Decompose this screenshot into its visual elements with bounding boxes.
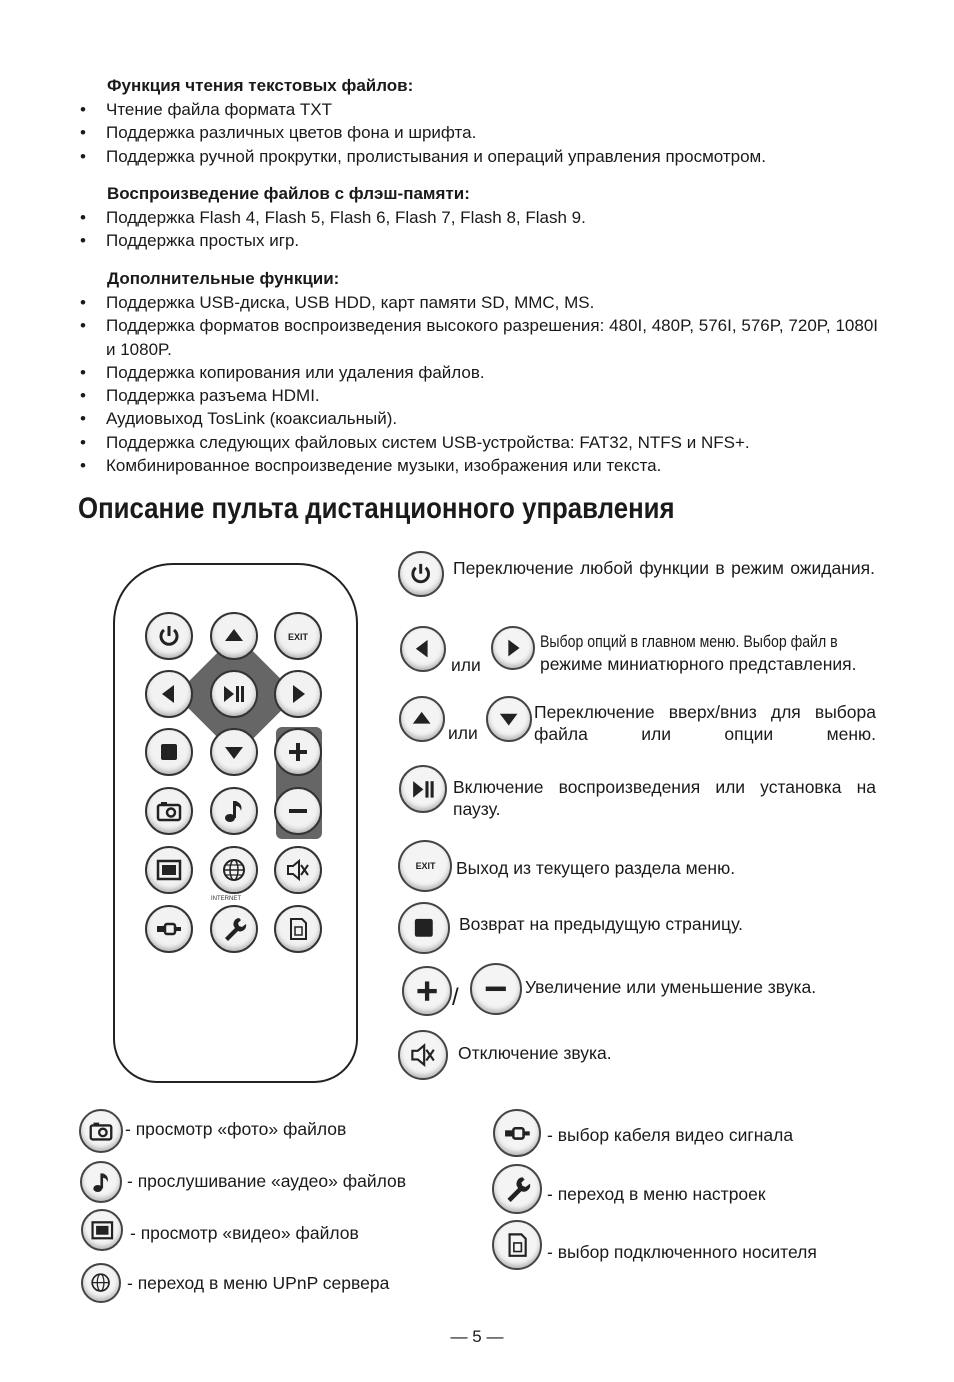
minus-icon [274,787,322,835]
leftright-line-1: Выбор опций в главном меню. Выбор файл в [540,632,838,651]
leftright-description [540,630,880,675]
list-item: • Поддержка следующих файловых систем USB-устройства: FAT32, NTFS и NFS+. [78,431,878,454]
flash-features-list [78,206,878,253]
exit-icon-label: EXIT [415,861,435,872]
globe-icon [210,846,258,894]
wrench-icon [492,1164,542,1214]
music-note-icon [210,787,258,835]
mute-icon [398,1030,448,1080]
down-arrow-icon [210,728,258,776]
stop-icon [398,902,450,954]
list-item: • Поддержка различных цветов фона и шрифта. [78,121,878,144]
legend-upnp-text: - переход в меню UPnP сервера [127,1273,390,1293]
leftright-line-2: режиме миниатюрного представления. [540,654,857,674]
list-item: • Поддержка разъема HDMI. [78,384,878,407]
exit-icon [398,840,452,892]
page-number: — 5 — [450,1327,504,1346]
list-item: • Поддержка Flash 4, Flash 5, Flash 6, Flash 7, Flash 8, Flash 9. [78,206,878,229]
list-item: • Поддержка простых игр. [78,229,878,252]
stop-icon [145,728,193,776]
section-heading-text: Функция чтения текстовых файлов: [107,76,414,95]
down-arrow-icon [486,696,532,742]
page-title: Описание пульта дистанционного управления [78,492,675,525]
exit-description: Выход из текущего раздела меню. [456,858,736,878]
stop-description: Возврат на предыдущую страницу. [459,914,743,934]
legend-photo-text: - просмотр «фото» файлов [125,1119,347,1139]
list-item: • Комбинированное воспроизведение музыки, изображения или текста. [78,454,878,477]
extra-features-list [78,291,878,477]
legend-settings-text: - переход в меню настроек [547,1184,766,1204]
film-icon [145,846,193,894]
film-icon [81,1209,123,1251]
slash-separator: / [452,984,459,1011]
list-item: • Аудиовыход TosLink (коаксиальный). [78,407,878,430]
right-arrow-icon [491,626,535,670]
up-arrow-icon [399,696,445,742]
legend-audio-text: - прослушивание «аудео» файлов [127,1171,407,1191]
camera-icon [145,787,193,835]
left-arrow-icon [145,670,193,718]
card-icon [274,905,322,953]
legend-video-text: - просмотр «видео» файлов [130,1223,359,1243]
mute-description: Отключение звука. [458,1043,612,1063]
power-icon [145,612,193,660]
list-item: • Чтение файла формата TXT [78,98,878,121]
exit-icon [274,612,322,660]
minus-icon [470,963,522,1015]
list-item: • Поддержка USB-диска, USB HDD, карт памяти SD, MMC, MS. [78,291,878,314]
power-icon [398,551,444,597]
internet-label: INTERNET [211,896,241,902]
or-label: или [448,723,478,743]
plus-icon [274,728,322,776]
up-arrow-icon [210,612,258,660]
playpause-description: Включение воспроизведения или установка на паузу. [453,777,876,819]
wrench-icon [210,905,258,953]
legend-storage-text: - выбор подключенного носителя [547,1242,817,1262]
cable-icon [493,1109,541,1157]
legend-cable-text: - выбор кабеля видео сигнала [547,1125,794,1145]
section-heading-extra: Дополнительные функции: [107,269,340,288]
mute-icon [274,846,322,894]
cable-icon [145,905,193,953]
left-arrow-icon [400,626,446,672]
updown-description: Переключение вверх/вниз для выбора файла или опции меню. [534,702,876,744]
music-note-icon [80,1161,122,1203]
list-item: • Поддержка копирования или удаления файлов. [78,361,878,384]
volume-description: Увеличение или уменьшение звука. [525,977,817,997]
right-arrow-icon [274,670,322,718]
card-icon [492,1220,542,1270]
globe-icon [81,1263,121,1303]
list-item: • Поддержка ручной прокрутки, пролистывания и операций управления просмотром. [78,145,878,168]
play-pause-icon [399,765,447,813]
power-description: Переключение любой функции в режим ожидания. [453,558,875,578]
section-heading-flash: Воспроизведение файлов с флэш-памяти: [107,184,470,203]
camera-icon [79,1109,123,1153]
remote-exit-label: EXIT [287,632,309,642]
play-pause-icon [210,670,258,718]
list-item: • Поддержка форматов воспроизведения высокого разрешения: 480I, 480P, 576I, 576P, 720P, 1080I и 1080P. [78,314,878,361]
or-label: или [451,655,481,675]
text-features-list [78,98,878,168]
plus-icon [402,966,452,1016]
